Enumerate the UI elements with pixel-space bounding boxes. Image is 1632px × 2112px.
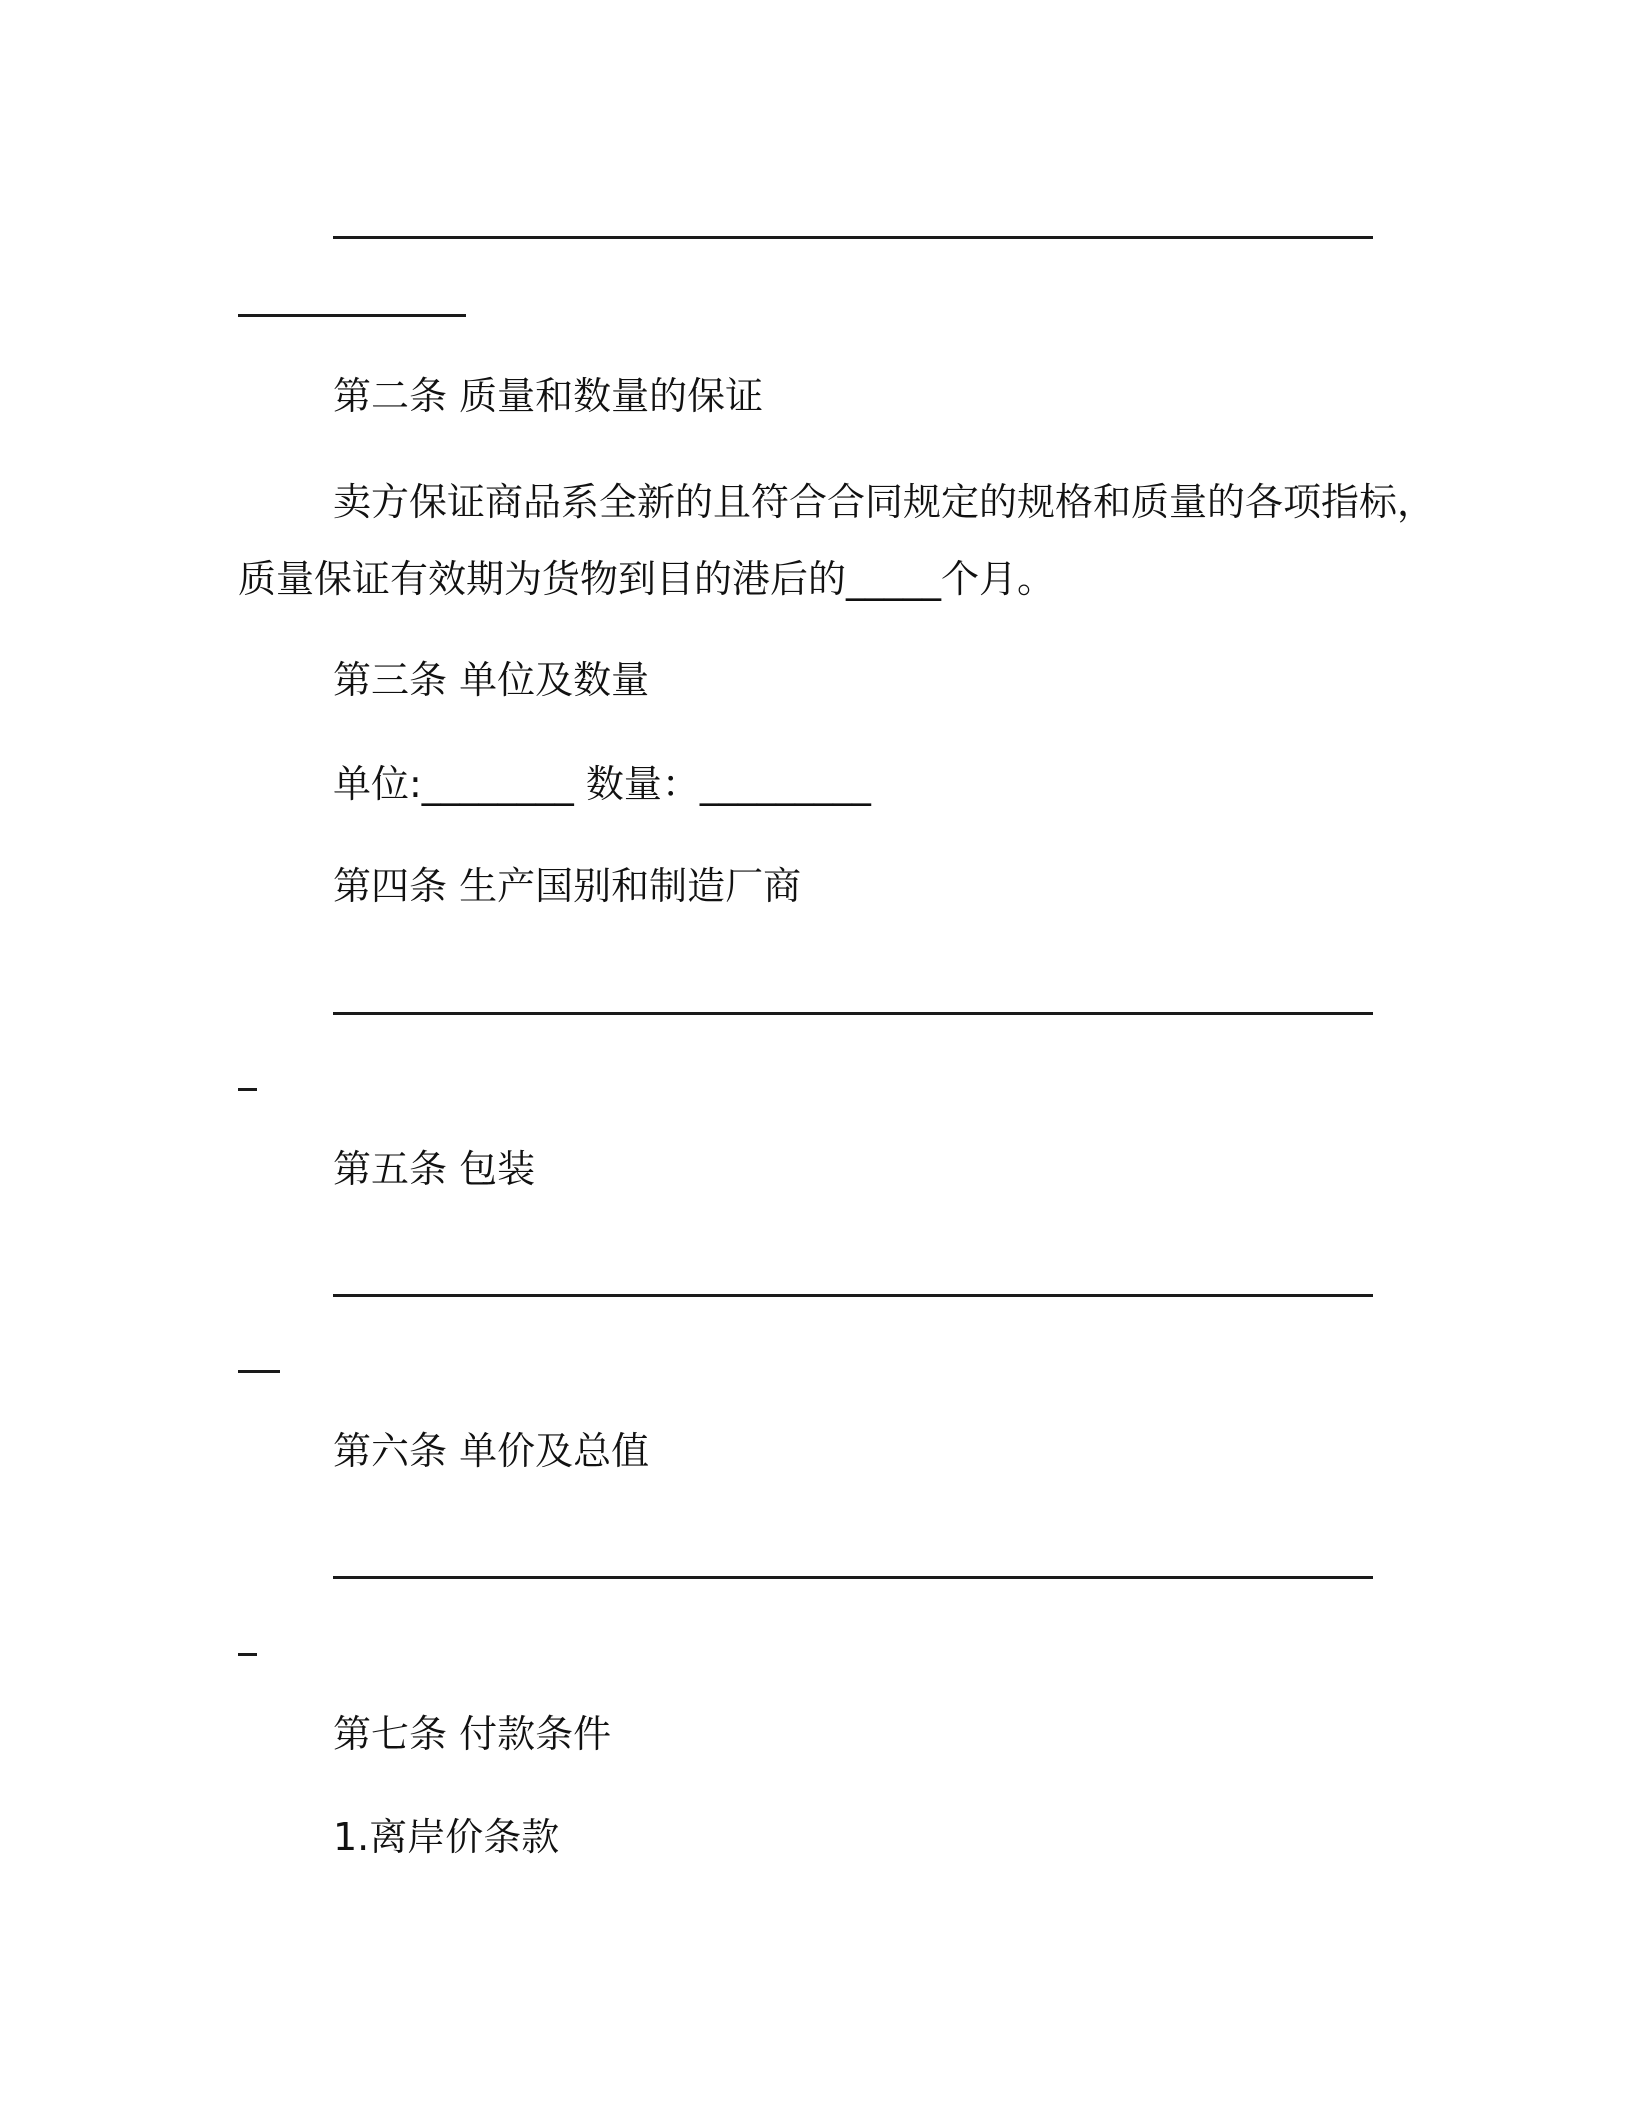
blank-line-clause-6-continued	[238, 1653, 257, 1656]
clause-5-heading: 第五条 包装	[333, 1147, 536, 1191]
blank-line-clause-5-continued	[238, 1370, 280, 1373]
blank-line-clause-4	[333, 1012, 1373, 1015]
clause-4-heading: 第四条 生产国别和制造厂商	[333, 864, 802, 908]
clause-7-item-1: 1.离岸价条款	[333, 1815, 560, 1859]
blank-line-clause-5	[333, 1294, 1373, 1297]
clause-6-heading: 第六条 单价及总值	[333, 1429, 650, 1473]
clause-7-heading: 第七条 付款条件	[333, 1712, 612, 1756]
blank-line-1-continued	[238, 314, 466, 317]
blank-line-clause-4-continued	[238, 1088, 257, 1091]
clause-3-fields: 单位:________ 数量：_________	[333, 762, 871, 806]
clause-3-heading: 第三条 单位及数量	[333, 658, 650, 702]
clause-2-text-line-1: 卖方保证商品系全新的且符合合同规定的规格和质量的各项指标，	[333, 480, 1436, 524]
blank-line-1	[333, 236, 1373, 239]
clause-2-text-line-2: 质量保证有效期为货物到目的港后的_____个月。	[238, 557, 1056, 601]
clause-2-heading: 第二条 质量和数量的保证	[333, 374, 764, 418]
blank-line-clause-6	[333, 1576, 1373, 1579]
